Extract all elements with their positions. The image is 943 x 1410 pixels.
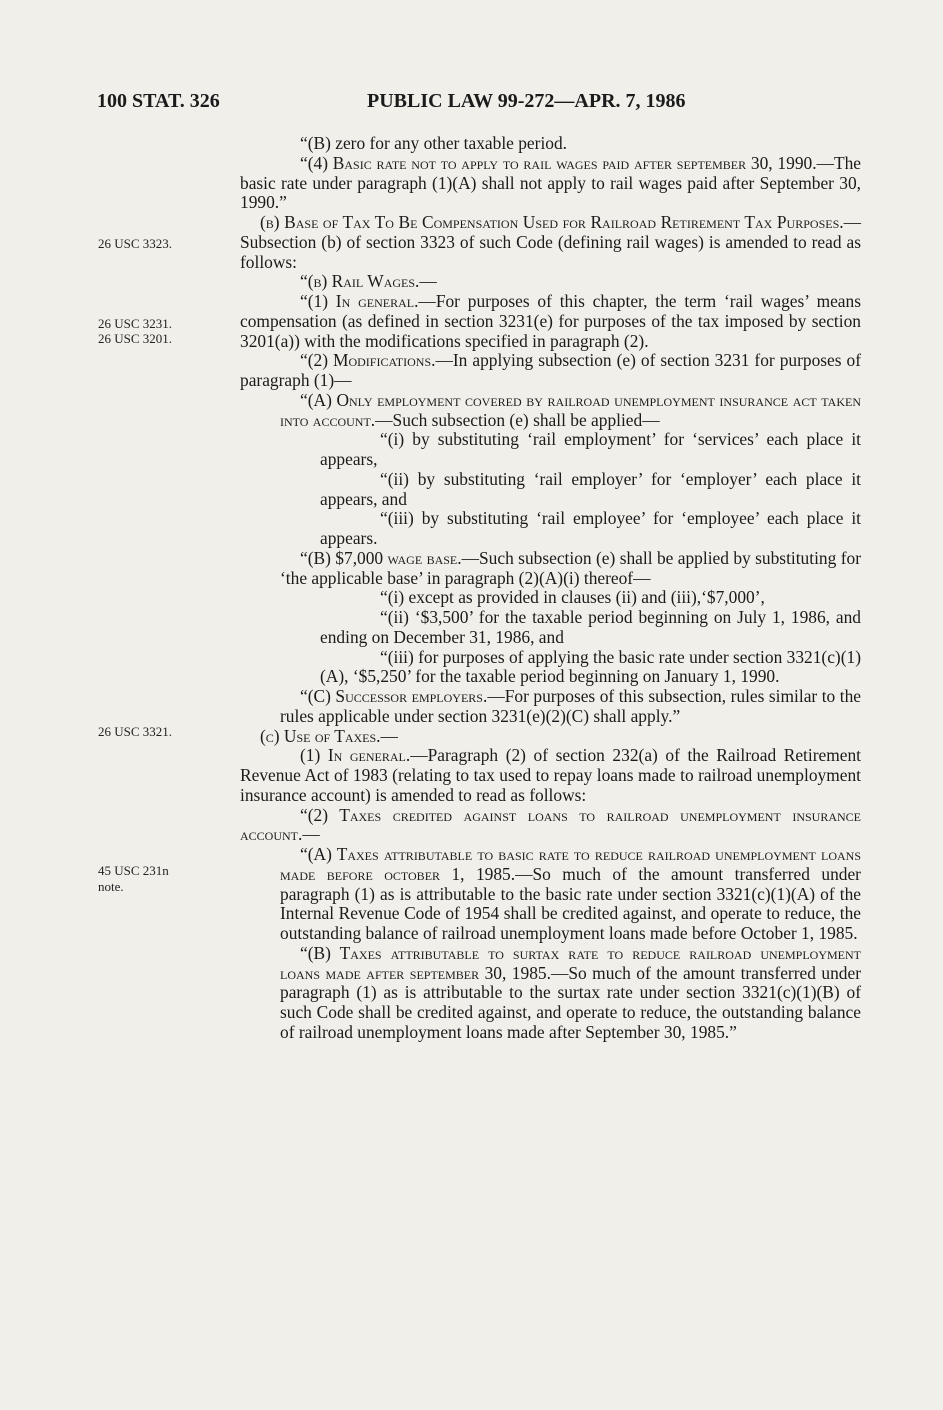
- paragraph-heading: “(C) Successor employers.: [300, 686, 488, 706]
- paragraph: [240, 292, 861, 351]
- stat-citation: 100 STAT. 326: [97, 90, 220, 112]
- paragraph-text: —: [380, 725, 398, 746]
- statute-body: [240, 134, 861, 1043]
- paragraph-text: —In applying subsection (e) of section 3231 for purposes of paragraph (1)—: [240, 350, 862, 390]
- paragraph-text: —So much of the amount transferred under paragraph (1) as is attributable to the basic rate under section 3321(c)(1)(A) of the Internal Revenue Code of 1954 shall be credited against, and operate to reduce, the outstanding balance of railroad unemployment loans made before October 1, 1985.: [280, 863, 861, 943]
- paragraph: “(i) except as provided in clauses (ii) and (iii),‘$7,000’,: [380, 587, 765, 608]
- paragraph-heading: “(2) Modifications.: [300, 350, 436, 371]
- paragraph-text: —Paragraph (2) of section 232(a) of the Railroad Retirement Revenue Act of 1983 (relating to tax used to repay loans made to railroad unemployment insurance account) is amended to read as follows:: [240, 745, 861, 805]
- paragraph: “(i) by substituting ‘rail employment’ for ‘services’ each place it appears,: [320, 429, 861, 469]
- public-law-title: PUBLIC LAW 99-272—APR. 7, 1986: [367, 90, 686, 112]
- margin-note: 26 USC 3323.: [98, 236, 173, 251]
- margin-note: note.: [98, 879, 124, 894]
- paragraph: [240, 154, 861, 213]
- margin-note: 45 USC 231n: [98, 863, 169, 878]
- paragraph: [240, 213, 861, 272]
- paragraph: [240, 746, 861, 805]
- paragraph-heading: “(B) Taxes attributable to surtax rate to reduce railroad unemployment loans made after september 30, 1985.: [280, 942, 861, 983]
- paragraph: [240, 549, 861, 589]
- paragraph: [240, 727, 861, 747]
- paragraph-text: —Such subsection (e) shall be applied by substituting for ‘the applicable base’ in paragraph (2)(A)(i) thereof—: [280, 547, 861, 588]
- paragraph-heading: “(A) Taxes attributable to basic rate to reduce railroad unemployment loans made before october 1, 1985.: [280, 844, 861, 884]
- paragraph-heading: “(1) In general.: [300, 291, 419, 311]
- paragraph-text: —The basic rate under paragraph (1)(A) shall not apply to rail wages paid after September 30, 1990.”: [240, 152, 861, 213]
- paragraph: [240, 687, 861, 727]
- paragraph: “(B) zero for any other taxable period.: [300, 133, 568, 153]
- paragraph-heading: “(4) Basic rate not to apply to rail wages paid after september 30, 1990.: [300, 152, 817, 173]
- paragraph: [240, 944, 861, 1043]
- margin-note: 26 USC 3321.: [98, 724, 173, 739]
- page-header: [97, 90, 757, 120]
- paragraph: “(ii) by substituting ‘rail employer’ for ‘employer’ each place it appears, and: [320, 468, 861, 509]
- paragraph-text: —So much of the amount transferred under paragraph (1) as is attributable to the surtax rate under section 3321(c)(1)(B) of such Code shall be credited against, and operate to reduce, the outstanding balance of railroad unemployment loans made after September 30, 1985.”: [280, 962, 861, 1042]
- paragraph: [240, 351, 861, 391]
- paragraph-heading: (1) In general.: [300, 745, 411, 766]
- margin-note: 26 USC 3201.: [98, 331, 173, 346]
- paragraph-heading: “(b) Rail Wages.—: [300, 271, 437, 292]
- paragraph: [240, 391, 861, 431]
- paragraph-text: —Such subsection (e) shall be applied—: [375, 409, 660, 430]
- paragraph-heading: “(A) Only employment covered by railroad unemployment insurance act taken into account.: [280, 389, 861, 430]
- paragraph: [240, 806, 861, 846]
- margin-note: 26 USC 3231.: [98, 316, 173, 331]
- paragraph: “(ii) ‘$3,500’ for the taxable period beginning on July 1, 1986, and ending on December 31, 1986, and: [320, 607, 861, 647]
- paragraph-text: —For purposes of this chapter, the term ‘rail wages’ means compensation (as defined in section 3231(e) for purposes of the tax imposed by section 3201(a)) with the modifications specified in paragraph (2).: [240, 291, 861, 351]
- paragraph: “(iii) by substituting ‘rail employee’ for ‘employee’ each place it appears.: [320, 508, 861, 548]
- paragraph-heading: (c) Use of Taxes.: [260, 725, 381, 746]
- paragraph-text: —For purposes of this subsection, rules similar to the rules applicable under section 3231(e)(2)(C) shall apply.”: [280, 686, 862, 726]
- paragraph: “(iii) for purposes of applying the basic rate under section 3321(c)(1)(A), ‘$5,250’ for the taxable period beginning on January 1, 1990.: [320, 646, 861, 687]
- paragraph-heading: “(2) Taxes credited against loans to railroad unemployment insurance account.—: [240, 804, 861, 845]
- paragraph-text: —Subsection (b) of section 3323 of such Code (defining rail wages) is amended to read as follows:: [240, 212, 861, 272]
- paragraph-heading: (b) Base of Tax To Be Compensation Used for Railroad Retirement Tax Purposes.: [260, 212, 844, 232]
- paragraph: [240, 272, 861, 292]
- paragraph: [240, 845, 861, 944]
- paragraph-heading: “(B) $7,000 wage base.: [300, 547, 462, 568]
